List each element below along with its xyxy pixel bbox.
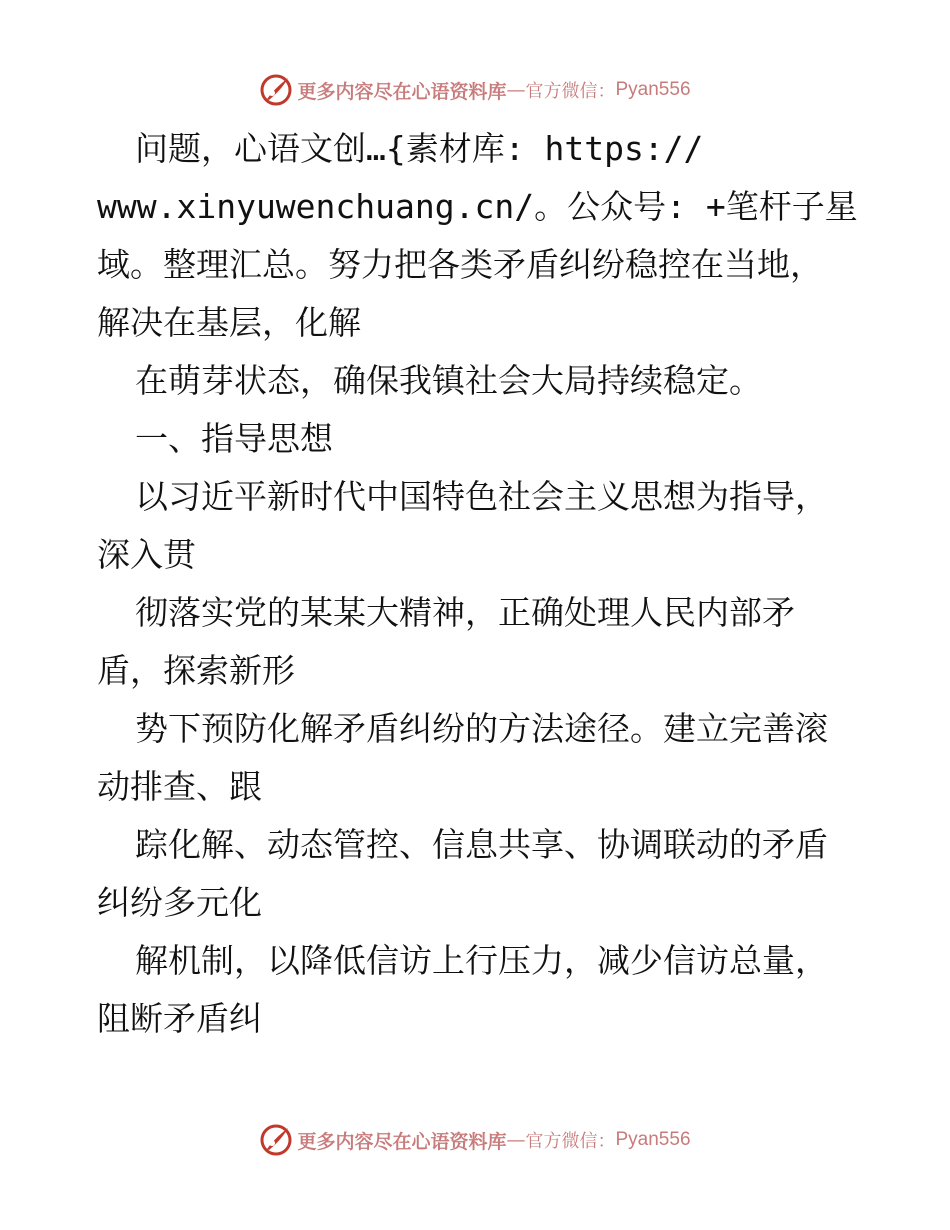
header-watermark (0, 70, 950, 110)
section-heading: 一、指导思想 (135, 419, 333, 458)
watermark-dash: — (506, 79, 526, 101)
text-line: 动排查、跟 (97, 767, 262, 806)
text-line: 势下预防化解矛盾纠纷的方法途径。建立完善滚 (135, 709, 828, 748)
watermark-wechat-id: Pyan556 (615, 79, 691, 100)
text-line: 盾，探索新形 (97, 651, 295, 690)
text-line: 阻断矛盾纠 (97, 999, 262, 1038)
text-line: 纠纷多元化 (97, 883, 262, 922)
text-line: 在萌芽状态，确保我镇社会大局持续稳定。 (135, 361, 762, 400)
text-line: www.xinyuwenchuang.cn/。公众号: +笔杆子星 (97, 187, 858, 226)
text-line: 踪化解、动态管控、信息共享、协调联动的矛盾 (135, 825, 828, 864)
watermark-wechat-label: 官方微信： (525, 81, 616, 102)
text-line: 域。整理汇总。努力把各类矛盾纠纷稳控在当地， (97, 245, 823, 284)
text-line: 解机制，以降低信访上行压力，减少信访总量， (135, 941, 828, 980)
text-line: 深入贯 (97, 535, 196, 574)
quill-logo-icon (259, 73, 293, 107)
footer-watermark (0, 1120, 950, 1160)
text-line: 彻落实党的某某大精神，正确处理人民内部矛 (135, 593, 795, 632)
watermark-wechat-id: Pyan556 (615, 1129, 691, 1150)
quill-logo-icon (259, 1123, 293, 1157)
text-line: 解决在基层，化解 (97, 303, 361, 342)
document-body (97, 120, 877, 1048)
watermark-wechat-label: 官方微信： (525, 1131, 616, 1152)
watermark-site-text: 更多内容尽在心语资料库 (297, 1130, 507, 1153)
watermark-site-text: 更多内容尽在心语资料库 (297, 80, 507, 103)
text-line: 以习近平新时代中国特色社会主义思想为指导， (135, 477, 828, 516)
watermark-dash: — (506, 1129, 526, 1151)
text-line: 问题，心语文创…{素材库: https:// (135, 129, 704, 168)
